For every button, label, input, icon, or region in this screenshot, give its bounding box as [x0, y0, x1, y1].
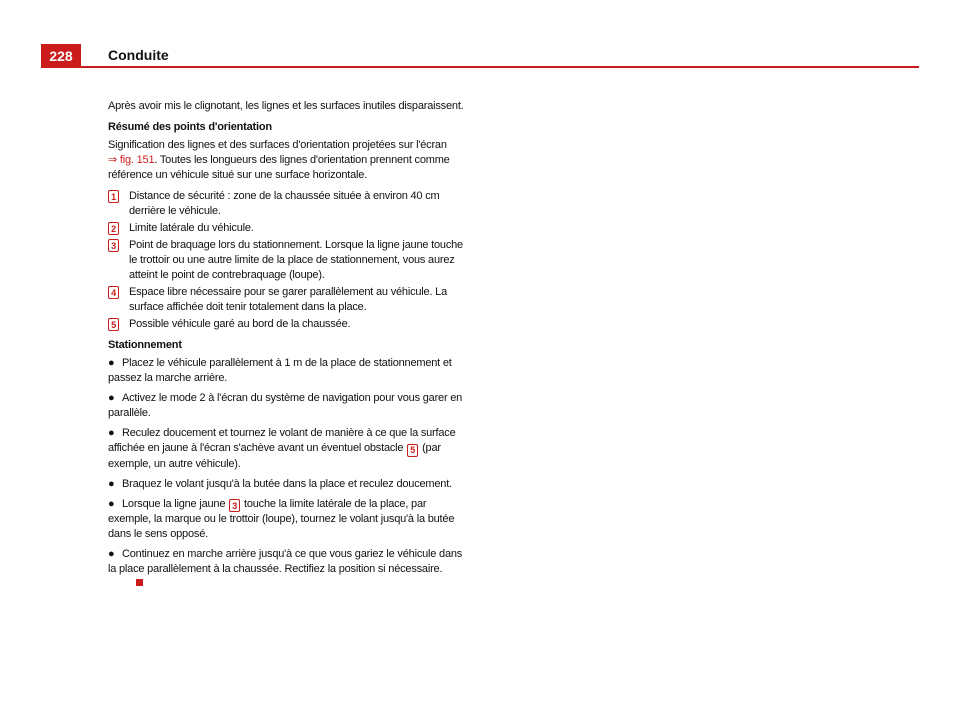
parking-step [108, 391, 470, 421]
inline-number-badge: 3 [229, 499, 240, 512]
parking-step [108, 356, 470, 386]
legend-item [108, 285, 470, 315]
parking-heading: Stationnement [108, 339, 182, 351]
legend-number-badge: 1 [108, 190, 119, 203]
inline-number-badge: 5 [407, 444, 418, 457]
legend-item-text: Limite latérale du véhicule. [129, 222, 254, 234]
page-number: 228 [41, 44, 81, 68]
end-of-section-icon [136, 579, 143, 586]
bullet-icon: ● [108, 427, 115, 439]
parking-step [108, 547, 470, 592]
chapter-title: Conduite [108, 47, 169, 63]
parking-step [108, 426, 470, 472]
summary-heading: Résumé des points d'orientation [108, 121, 272, 133]
bullet-icon: ● [108, 357, 115, 369]
intro-paragraph: Après avoir mis le clignotant, les lignes et les surfaces inutiles disparaissent. [108, 100, 464, 112]
legend-item [108, 221, 470, 236]
legend-number-badge: 2 [108, 222, 119, 235]
legend-number-badge: 3 [108, 239, 119, 252]
legend-item-text: Possible véhicule garé au bord de la chaussée. [129, 318, 351, 330]
legend-item-text: Espace libre nécessaire pour se garer parallèlement au véhicule. La surface affichée doit tenir totalement dans la place. [129, 286, 448, 313]
figure-reference-link[interactable]: ⇒ fig. 151 [108, 154, 155, 166]
legend-item [108, 317, 470, 332]
parking-step [108, 497, 470, 543]
bullet-icon: ● [108, 392, 115, 404]
bullet-icon: ● [108, 497, 115, 510]
summary-text-2: . Toutes les longueurs des lignes d'orientation prennent comme référence un véhicule situé sur une surface horizontale. [108, 154, 450, 181]
parking-step-text: Activez le mode 2 à l'écran du système de navigation pour vous garer en parallèle. [108, 392, 463, 419]
bullet-icon: ● [108, 548, 115, 560]
main-text-column [108, 99, 470, 597]
bullet-icon: ● [108, 477, 115, 490]
orientation-legend-list [108, 189, 470, 332]
legend-item-text: Distance de sécurité : zone de la chaussée située à environ 40 cm derrière le véhicule. [129, 190, 440, 217]
parking-step-text: Placez le véhicule parallèlement à 1 m de la place de stationnement et passez la marche arrière. [108, 357, 452, 384]
parking-step-text: Lorsque la ligne jaune [122, 497, 226, 510]
header-divider [41, 66, 919, 68]
summary-paragraph [108, 138, 470, 183]
parking-step-text: touche la limite latérale de la place, par exemple, la marque ou le trottoir (loupe), tournez le volant jusqu'à la butée dans le sens opposé. [108, 497, 455, 540]
parking-step-text: Continuez en marche arrière jusqu'à ce que vous gariez le véhicule dans la place parallèlement à la chaussée. Rectifiez la position si nécessaire. [108, 548, 463, 575]
legend-item [108, 189, 470, 219]
parking-step-text: (par exemple, un autre véhicule). [108, 442, 441, 470]
parking-step-text: Reculez doucement et tournez le volant de manière à ce que la surface affichée en jaune à l'écran s'achève avant un éventuel obstacle [108, 427, 456, 454]
summary-text-1: Signification des lignes et des surfaces d'orientation projetées sur l'écran [108, 139, 447, 151]
legend-number-badge: 4 [108, 286, 119, 299]
legend-item [108, 238, 470, 283]
parking-step [108, 477, 470, 492]
legend-number-badge: 5 [108, 318, 119, 331]
parking-step-text: Braquez le volant jusqu'à la butée dans la place et reculez doucement. [122, 477, 452, 490]
legend-item-text: Point de braquage lors du stationnement. Lorsque la ligne jaune touche le trottoir ou une autre limite de la place de stationnement, vous aurez atteint le point de contrebraquage (loupe). [129, 239, 463, 281]
